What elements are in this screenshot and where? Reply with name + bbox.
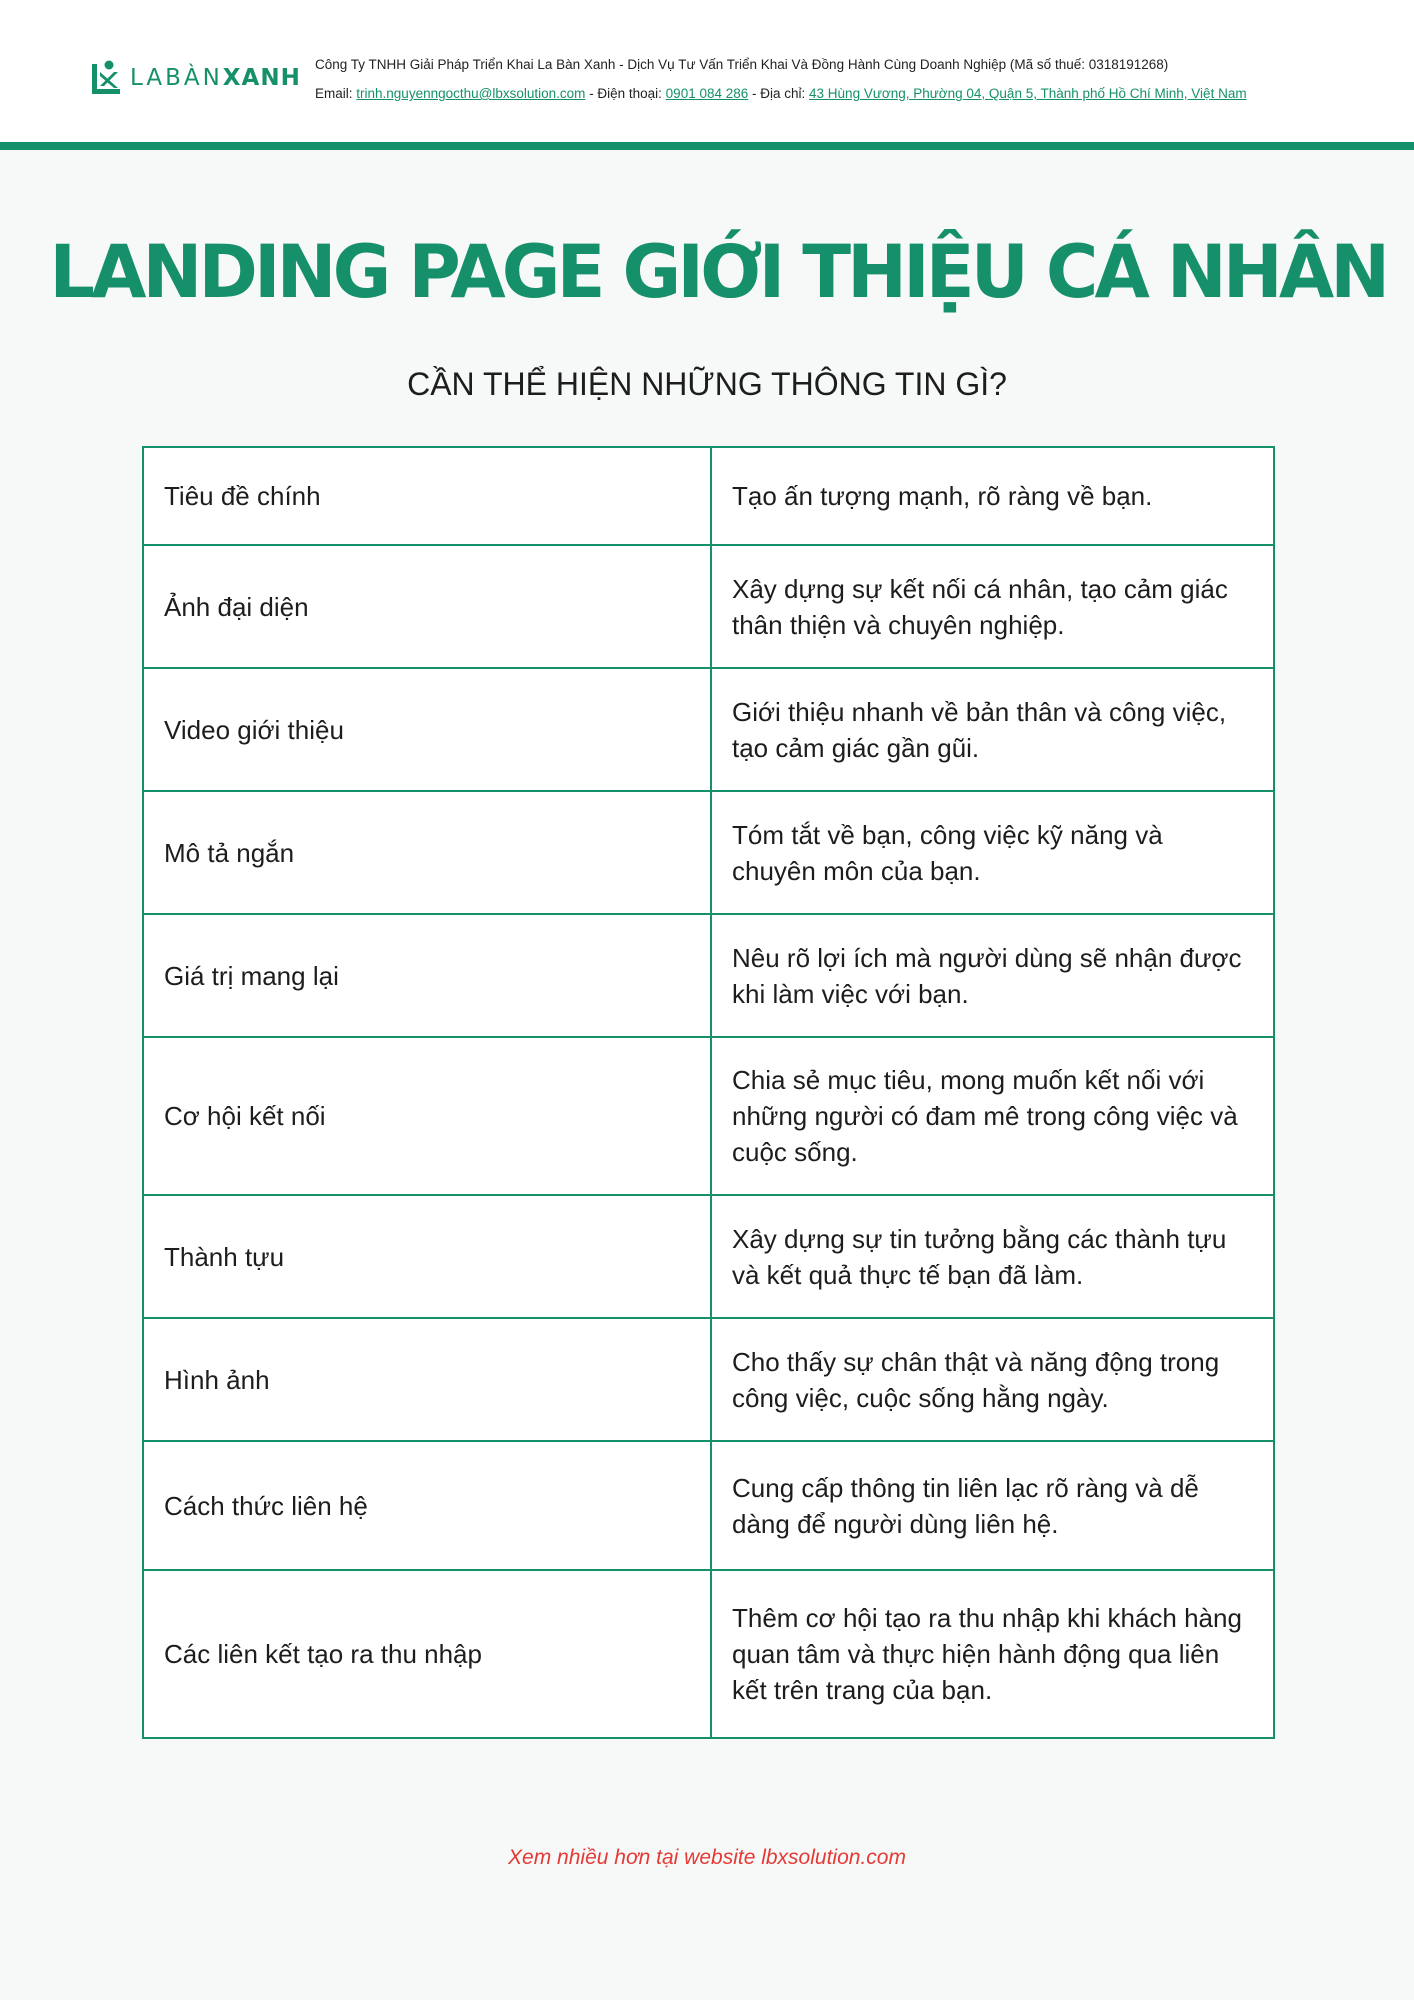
email-link[interactable]: trinh.nguyenngocthu@lbxsolution.com: [356, 86, 586, 101]
row-description: Tạo ấn tượng mạnh, rõ ràng về bạn.: [711, 447, 1274, 545]
brand-name: [130, 65, 301, 91]
page-header: [0, 0, 1414, 142]
email-label: Email:: [315, 86, 353, 101]
page-title: LANDING PAGE GIỚI THIỆU CÁ NHÂN: [49, 230, 1387, 315]
info-table: [142, 446, 1275, 1739]
table-row: [143, 791, 1274, 914]
table-row: [143, 668, 1274, 791]
brand-name-thin: LABÀN: [130, 65, 223, 91]
phone-label: - Điện thoại:: [585, 86, 666, 101]
row-description: Nêu rõ lợi ích mà người dùng sẽ nhận được khi làm việc với bạn.: [711, 914, 1274, 1037]
row-description: Thêm cơ hội tạo ra thu nhập khi khách hàng quan tâm và thực hiện hành động qua liên kết trên trang của bạn.: [711, 1570, 1274, 1738]
row-label: Giá trị mang lại: [143, 914, 711, 1037]
row-label: Cách thức liên hệ: [143, 1441, 711, 1570]
row-description: Cho thấy sự chân thật và năng động trong công việc, cuộc sống hằng ngày.: [711, 1318, 1274, 1441]
header-divider: [0, 142, 1414, 150]
table-row: [143, 1441, 1274, 1570]
phone-link[interactable]: 0901 084 286: [665, 86, 749, 101]
row-description: Giới thiệu nhanh về bản thân và công việc, tạo cảm giác gần gũi.: [711, 668, 1274, 791]
brand-logo[interactable]: [90, 58, 301, 98]
row-label: Các liên kết tạo ra thu nhập: [143, 1570, 711, 1738]
row-description: Chia sẻ mục tiêu, mong muốn kết nối với những người có đam mê trong công việc và cuộc sống.: [711, 1037, 1274, 1195]
table-row: [143, 1318, 1274, 1441]
table-row: [143, 447, 1274, 545]
row-label: Ảnh đại diện: [143, 545, 711, 668]
table-row: [143, 1570, 1274, 1738]
row-description: Xây dựng sự kết nối cá nhân, tạo cảm giác thân thiện và chuyên nghiệp.: [711, 545, 1274, 668]
contact-info: [315, 86, 1247, 101]
row-label: Tiêu đề chính: [143, 447, 711, 545]
footer-website-link[interactable]: Xem nhiều hơn tại website lbxsolution.com: [508, 1846, 906, 1869]
page-content: [36, 150, 1387, 1848]
table-row: [143, 914, 1274, 1037]
address-link[interactable]: 43 Hùng Vương, Phường 04, Quận 5, Thành phố Hồ Chí Minh, Việt Nam: [809, 86, 1247, 101]
row-description: Cung cấp thông tin liên lạc rõ ràng và dễ dàng để người dùng liên hệ.: [711, 1441, 1274, 1570]
table-row: [143, 1037, 1274, 1195]
row-description: Tóm tắt về bạn, công việc kỹ năng và chuyên môn của bạn.: [711, 791, 1274, 914]
lbx-logo-icon: [90, 60, 122, 96]
table-row: [143, 1195, 1274, 1318]
address-label: - Địa chỉ:: [748, 86, 810, 101]
row-label: Mô tả ngắn: [143, 791, 711, 914]
row-label: Cơ hội kết nối: [143, 1037, 711, 1195]
row-label: Hình ảnh: [143, 1318, 711, 1441]
row-description: Xây dựng sự tin tưởng bằng các thành tựu và kết quả thực tế bạn đã làm.: [711, 1195, 1274, 1318]
brand-name-bold: XANH: [222, 65, 301, 91]
company-info: Công Ty TNHH Giải Pháp Triển Khai La Bàn Xanh - Dịch Vụ Tư Vấn Triển Khai Và Đồng Hành Cùng Doanh Nghiệp (Mã số thuế: 0318191268): [315, 57, 1169, 72]
row-label: Thành tựu: [143, 1195, 711, 1318]
row-label: Video giới thiệu: [143, 668, 711, 791]
table-row: [143, 545, 1274, 668]
page-subtitle: CẦN THỂ HIỆN NHỮNG THÔNG TIN GÌ?: [407, 366, 1007, 402]
